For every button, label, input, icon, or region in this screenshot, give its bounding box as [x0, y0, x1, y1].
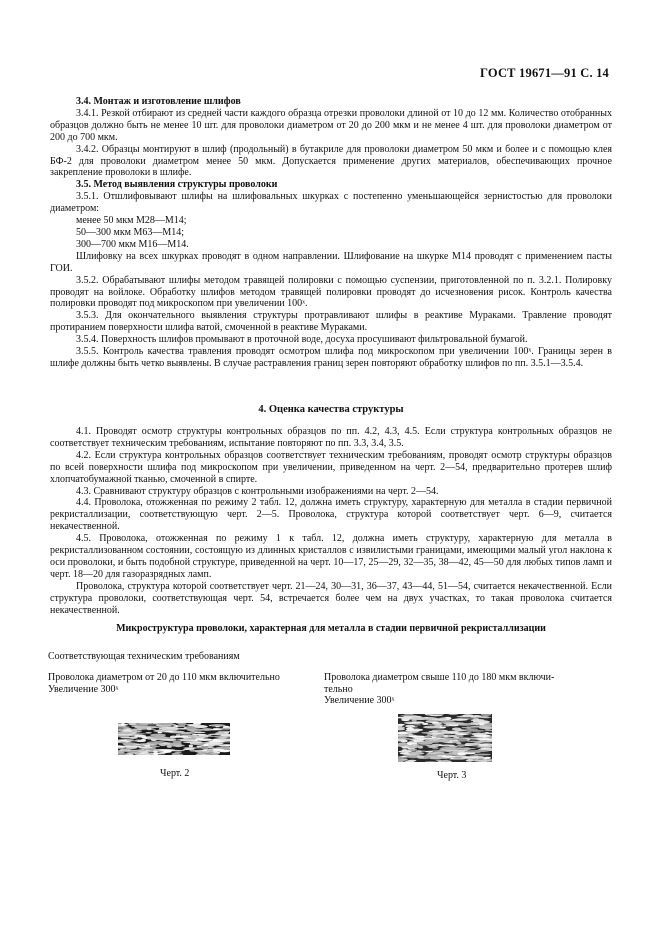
grain-mark [139, 737, 146, 738]
grain-mark [177, 725, 184, 727]
sections-3-4-3-5 [50, 96, 612, 370]
grain-mark [150, 734, 166, 737]
figure-2-label: Черт. 2 [160, 768, 190, 779]
grain-mark [210, 729, 224, 730]
grain-mark [456, 742, 462, 744]
grain-mark [192, 741, 203, 743]
caption-line: Проволока диаметром свыше 110 до 180 мкм включи- [324, 672, 555, 683]
grain-mark [410, 726, 418, 727]
micrograph-figure-2 [118, 723, 230, 755]
grain-mark [474, 735, 491, 738]
grain-mark [124, 733, 131, 734]
grain-mark [211, 754, 219, 755]
grain-mark [418, 742, 432, 745]
grain-mark [412, 716, 421, 717]
grain-mark [193, 736, 209, 738]
grain-mark [123, 742, 137, 745]
grain-mark [407, 742, 418, 743]
grain-mark [429, 758, 441, 760]
para-3-5-5: 3.5.5. Контроль качества травления проводят осмотром шлифа под микроскопом при увеличении 100ˣ. Границы зерен в шлифе должны быть четко выявлены. В случае растравления границ зерен повторяют обработку шлифов по пп. 3.5.1—3.5.4. [50, 346, 612, 369]
grain-mark [152, 736, 167, 739]
grain-mark [120, 735, 131, 737]
grain-mark [121, 727, 130, 728]
grain-mark [468, 738, 478, 739]
grain-mark [417, 755, 425, 758]
caption-line: Увеличение 300ˣ [48, 683, 119, 695]
grain-mark [150, 746, 160, 747]
grain-mark [208, 736, 216, 737]
grain-mark [474, 754, 491, 756]
grain-mark [464, 730, 472, 731]
figure-3-caption [324, 672, 584, 707]
grain-mark [457, 752, 467, 755]
grain-mark [446, 722, 463, 723]
grain-mark [408, 746, 418, 748]
grain-mark [414, 729, 420, 730]
grain-mark [471, 715, 481, 717]
grain-mark [177, 734, 191, 735]
grain-mark [140, 743, 151, 744]
grain-mark [455, 748, 472, 750]
grain-mark [414, 724, 421, 725]
grain-mark [194, 730, 202, 731]
para-4-4: 4.4. Проволока, отожженная по режиму 2 табл. 12, должна иметь структуру, характерную для металла в стадии первичной рекристаллизации, соответствующую черт. 2—5. Проволока, структура которой соответствует черт. 6—9, считается некачественной. [50, 497, 612, 533]
grain-mark [195, 738, 203, 740]
grain-mark [178, 739, 194, 741]
grain-mark [438, 740, 451, 743]
grain-mark [215, 726, 220, 727]
grain-mark [157, 732, 162, 734]
grain-mark [206, 743, 224, 745]
grain-mark [411, 744, 419, 745]
para-4-5: 4.5. Проволока, отожженная по режиму 1 к табл. 12, должна иметь структуру, характерную для металла в рекристаллизованном состоянии, состоящую из длинных кристаллов с извилистыми границами, имеющими малый угол наклона к оси проволоки, и быть подобной структуре, приведенной на черт. 10—17, 25—29, 32—35, 38—42, 45—50 для любых типов ламп и черт. 18—20 для газоразрядных ламп. [50, 533, 612, 580]
grain-mark [135, 732, 141, 733]
grain-mark [426, 745, 434, 746]
grain-mark [415, 740, 424, 742]
grain-mark [219, 736, 228, 737]
grain-mark [457, 744, 465, 747]
grain-mark [479, 744, 489, 746]
grain-mark [427, 734, 431, 736]
grain-mark [454, 729, 466, 731]
grain-mark [421, 732, 433, 734]
grain-mark [421, 751, 426, 752]
grain-mark [120, 748, 128, 750]
para-3-4-2: 3.4.2. Образцы монтируют в шлиф (продольный) в бутакриле для проволоки диаметром 50 мкм и более и с помощью клея БФ-2 для проволоки диаметром менее 50 мкм. Допускается применение других материалов, обеспечивающих прочное закрепление проволоки в шлифе. [50, 143, 612, 179]
grain-mark [184, 747, 196, 749]
grain-mark [436, 753, 454, 755]
list-item: менее 50 мкм М28—М14; [76, 215, 187, 227]
grain-mark [458, 739, 468, 742]
micrograph-image [118, 723, 230, 755]
grain-mark [153, 730, 165, 732]
grain-mark [408, 734, 413, 736]
grain-mark [201, 728, 213, 731]
micrograph-figure-3 [398, 714, 492, 762]
grain-mark [194, 732, 206, 733]
grain-mark [411, 732, 419, 733]
grain-mark [430, 740, 439, 741]
conformance-label: Соответствующая техническим требованиям [48, 651, 240, 662]
section-4 [50, 426, 612, 617]
grain-mark [453, 751, 458, 752]
grain-mark [468, 750, 477, 751]
para-4-1: 4.1. Проводят осмотр структуры контрольных образцов по пп. 4.2, 4.3, 4.5. Если структура контрольных образцов не соответствует техническим требованиям, испытание повторяют по пп. 3.3, 3.4, 3.5. [50, 426, 612, 449]
grain-mark [401, 740, 408, 743]
grain-mark [441, 747, 452, 748]
micrograph-image [398, 714, 492, 762]
grain-mark [197, 752, 212, 753]
caption-line: Проволока диаметром от 20 до 110 мкм включительно [48, 672, 280, 683]
grain-mark [186, 726, 196, 729]
section-4-title: 4. Оценка качества структуры [258, 404, 404, 415]
section-3-4-title: 3.4. Монтаж и изготовление шлифов [76, 96, 241, 107]
grain-mark [167, 745, 172, 748]
grain-mark [443, 748, 456, 750]
grain-mark [398, 743, 407, 746]
para-3-5-4: 3.5.4. Поверхность шлифов промывают в проточной воде, досуха просушивают фильтровальной бумагой. [76, 334, 528, 346]
grain-mark [423, 726, 440, 729]
grain-mark [121, 737, 138, 738]
grain-mark [428, 731, 438, 733]
grain-mark [400, 750, 411, 752]
para-3-4-1: 3.4.1. Резкой отбирают из средней части каждого образца отрезки проволоки длиной от 10 до 12 мм. Количество отобранных образцов должно быть не менее 10 шт. для проволоки диаметром от 20 до 200 мкм и не менее 4 шт. для проволоки диаметром от 200 до 700 мкм. [50, 107, 612, 143]
grain-mark [405, 730, 420, 732]
grain-mark [465, 728, 478, 730]
grain-mark [435, 735, 444, 738]
grain-mark [411, 722, 424, 724]
grain-mark [469, 724, 481, 725]
grain-mark [136, 740, 145, 742]
grain-mark [432, 748, 439, 749]
grain-mark [153, 742, 159, 744]
microstructure-title: Микроструктура проволоки, характерная для металла в стадии первичной рекристаллизации [116, 623, 546, 634]
grain-mark [444, 733, 451, 734]
para-3-5-2: 3.5.2. Обрабатывают шлифы методом травящей полировки с помощью суспензии, приготовленной по п. 3.2.1. Полировку проводят на войлоке. Обработку шлифов методом травящей полировки проводят до исчезновения рисок. Контроль качества полировки проводят под микроскопом при увеличении 100ˣ. [50, 274, 612, 310]
grain-mark [196, 746, 201, 748]
grain-mark [121, 723, 125, 726]
section-3-5-title: 3.5. Метод выявления структуры проволоки [76, 179, 278, 191]
grain-mark [131, 729, 136, 732]
list-item: 50—300 мкм М63—М14; [76, 226, 185, 238]
grain-mark [124, 746, 142, 748]
grain-mark [442, 755, 456, 758]
para-3-5-1: 3.5.1. Отшлифовывают шлифы на шлифовальных шкурках с постепенно уменьшающейся зернистостью для проволоки диаметром: [50, 191, 612, 215]
grain-mark [140, 753, 146, 754]
grain-mark [213, 749, 225, 752]
grain-mark [426, 724, 437, 725]
grain-mark [192, 734, 206, 736]
grain-mark [408, 760, 416, 762]
grain-mark [189, 745, 193, 748]
para-4-2: 4.2. Если структура контрольных образцов соответствует техническим требованиям, проводят осмотр структуры образцов по всей поверхности шлифа под микроскопом при увеличении, приведенном на черт. 2—54, предварительно протерев шлиф хлопчатобумажной тканью, смоченной в спирте. [50, 449, 612, 485]
grain-mark [449, 759, 466, 760]
grain-mark [147, 727, 152, 730]
grain-mark [411, 717, 427, 720]
grain-mark [461, 756, 479, 758]
para-4-5b: Проволока, структура которой соответствует черт. 21—24, 30—31, 36—37, 43—44, 51—54, считается некачественной. Если структура проволоки, соответствующая черт. 54, встречается более чем на двух участках, то такая проволока считается некачественной. [50, 580, 612, 616]
grain-mark [161, 725, 173, 726]
grain-mark [129, 723, 136, 725]
grain-mark [467, 741, 477, 742]
grain-mark [160, 739, 177, 741]
figure-3-label: Черт. 3 [437, 770, 467, 781]
grain-mark [452, 719, 468, 721]
grain-mark [417, 753, 422, 754]
grain-mark [159, 728, 163, 729]
grain-mark [481, 733, 488, 735]
grain-mark [126, 740, 138, 741]
page-header: ГОСТ 19671—91 С. 14 [480, 66, 609, 80]
grain-mark [466, 726, 472, 728]
para-3-5-1b: Шлифовку на всех шкурках проводят в одном направлении. Шлифование на шкурке М14 проводят с применением пасты ГОИ. [50, 250, 612, 274]
caption-line: тельно [324, 683, 353, 695]
list-item: 300—700 мкм М16—М14. [76, 238, 189, 250]
grain-mark [427, 720, 439, 722]
grain-mark [406, 739, 419, 740]
grain-mark [406, 756, 417, 757]
grain-mark [430, 750, 447, 751]
grain-mark [158, 749, 175, 751]
figure-2-caption [48, 672, 318, 695]
grain-mark [202, 750, 207, 752]
grain-mark [164, 731, 174, 732]
grain-mark [449, 746, 458, 748]
para-4-3: 4.3. Сравнивают структуру образцов с контрольными изображениями на черт. 2—54. [76, 485, 439, 497]
grain-mark [153, 751, 158, 753]
grain-mark [181, 737, 193, 738]
caption-line: Увеличение 300ˣ [324, 695, 395, 706]
grain-mark [425, 751, 434, 753]
para-3-5-3: 3.5.3. Для окончательного выявления структуры протравливают шлифы в реактиве Мураками. Травление проводят протиранием поверхности шлифа ватой, смоченной в реактиве Мураками. [50, 310, 612, 334]
grain-mark [474, 759, 490, 762]
grain-mark [145, 732, 151, 734]
grain-mark [173, 741, 182, 744]
grain-mark [132, 750, 144, 751]
grain-mark [153, 752, 159, 755]
grain-mark [443, 738, 458, 739]
grain-mark [175, 745, 183, 747]
grain-mark [466, 759, 473, 762]
grain-mark [430, 715, 443, 716]
grain-mark [209, 744, 226, 745]
